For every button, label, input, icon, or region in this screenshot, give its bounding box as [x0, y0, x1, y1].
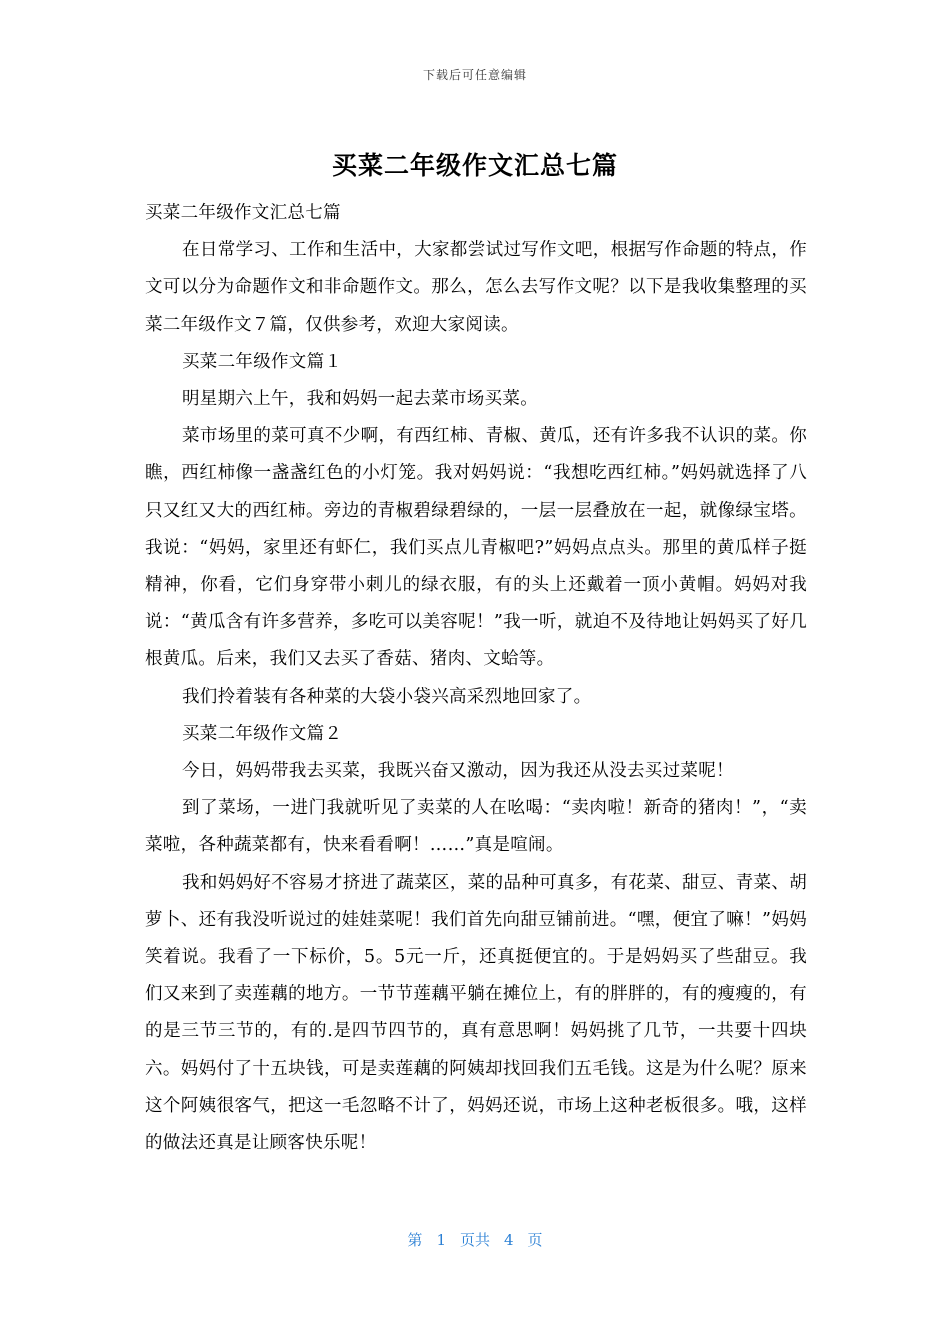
- paragraph: 我和妈妈好不容易才挤进了蔬菜区，菜的品种可真多，有花菜、甜豆、青菜、胡萝卜、还有我没听说过的娃娃菜呢！我们首先向甜豆铺前进。“嘿，便宜了嘛！”妈妈笑着说。我看了一下标价，5。5元一斤，还真挺便宜的。于是妈妈买了些甜豆。我们又来到了卖莲藕的地方。一节节莲藕平躺在摊位上，有的胖胖的，有的瘦瘦的，有的是三节三节的，有的.是四节四节的，真有意思啊！妈妈挑了几节，一共要十四块六。妈妈付了十五块钱，可是卖莲藕的阿姨却找回我们五毛钱。这是为什么呢？原来这个阿姨很客气，把这一毛忽略不计了，妈妈还说，市场上这种老板很多。哦，这样的做法还真是让顾客快乐呢！: [145, 872, 807, 1154]
- page-word: 第: [407, 1231, 423, 1249]
- paragraph: 我们拎着装有各种菜的大袋小袋兴高采烈地回家了。: [182, 686, 592, 707]
- section-heading-1: 买菜二年级作文篇１: [182, 351, 343, 372]
- article-body: [145, 195, 807, 1162]
- page-indicator: [0, 1229, 950, 1250]
- paragraph: 菜市场里的菜可真不少啊，有西红柿、青椒、黄瓜，还有许多我不认识的菜。你瞧，西红柿像一盏盏红色的小灯笼。我对妈妈说：“我想吃西红柿。”妈妈就选择了八只又红又大的西红柿。旁边的青椒碧绿碧绿的，一层一层叠放在一起，就像绿宝塔。我说：“妈妈，家里还有虾仁，我们买点儿青椒吧?”妈妈点点头。那里的黄瓜样子挺精神，你看，它们身穿带小刺儿的绿衣服，有的头上还戴着一顶小黄帽。妈妈对我说：“黄瓜含有许多营养，多吃可以美容呢！”我一听，就迫不及待地让妈妈买了好几根黄瓜。后来，我们又去买了香菇、猪肉、文蛤等。: [145, 426, 807, 670]
- page-mid: 页共: [459, 1231, 490, 1249]
- paragraph: 明星期六上午，我和妈妈一起去菜市场买菜。: [182, 389, 538, 410]
- paragraph: 今日，妈妈带我去买菜，我既兴奋又激动，因为我还从没去买过菜呢！: [182, 761, 734, 782]
- paragraph-intro: 在日常学习、工作和生活中，大家都尝试过写作文吧，根据写作命题的特点，作文可以分为命题作文和非命题作文。那么，怎么去写作文呢？以下是我收集整理的买菜二年级作文７篇，仅供参考，欢迎大家阅读。: [145, 240, 807, 335]
- paragraph: 到了菜场，一进门我就听见了卖菜的人在吆喝：“卖肉啦！新奇的猪肉！”，“卖菜啦，各种蔬菜都有，快来看看啊！……”真是喧闹。: [145, 798, 807, 856]
- paragraph-subtitle: 买菜二年级作文汇总七篇: [145, 203, 341, 223]
- page-total: 4: [504, 1231, 514, 1249]
- section-heading-2: 买菜二年级作文篇２: [182, 723, 343, 744]
- page-current: 1: [436, 1231, 446, 1249]
- page-title: 买菜二年级作文汇总七篇: [331, 151, 618, 180]
- header-note: 下载后可任意编辑: [422, 68, 527, 82]
- page-end: 页: [527, 1231, 543, 1249]
